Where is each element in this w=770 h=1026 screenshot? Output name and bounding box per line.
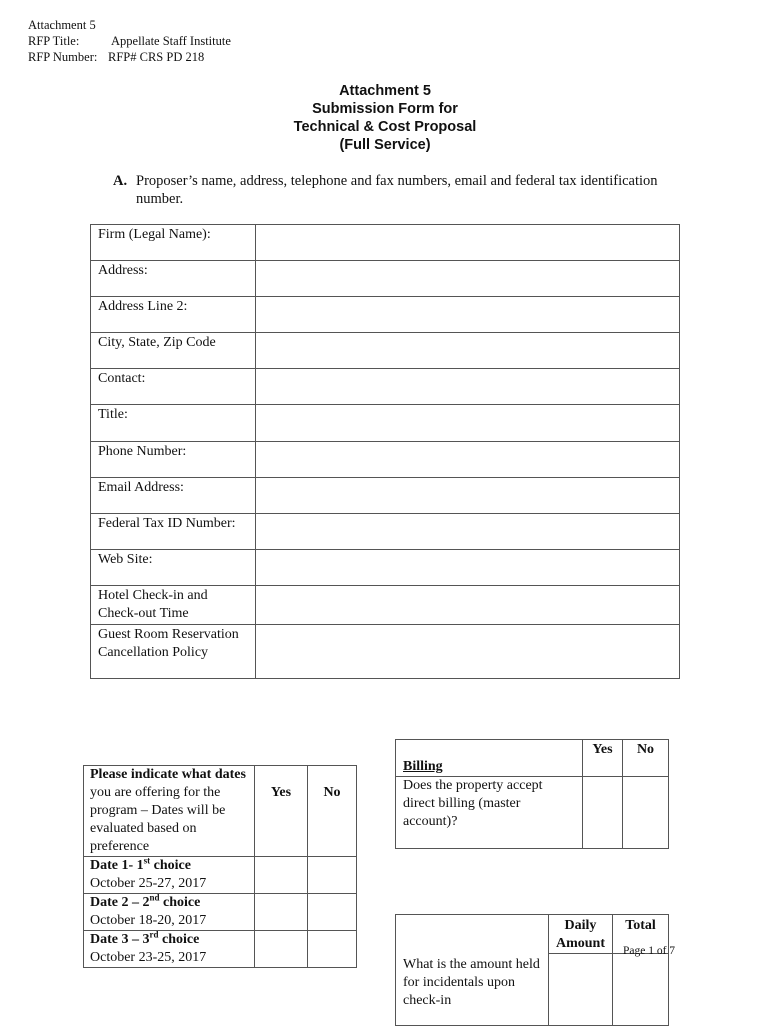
billing-question: Does the property accept direct billing (master account)? <box>396 777 583 849</box>
info-label: Contact: <box>91 369 256 405</box>
billing-no-label: No <box>636 742 655 757</box>
info-value-field[interactable] <box>256 550 680 586</box>
info-label: Address: <box>91 261 256 297</box>
date-choice-label: Date 2 – 2nd choice <box>90 892 201 910</box>
title-line-2: Submission Form for <box>312 101 458 117</box>
rfp-title-value: Appellate Staff Institute <box>111 34 231 48</box>
incidentals-question-row <box>396 954 669 1026</box>
info-value-field[interactable] <box>256 478 680 514</box>
section-a-letter: A. <box>113 173 128 189</box>
date-option-cell <box>84 894 255 931</box>
billing-heading-cell <box>396 740 583 777</box>
info-row <box>91 442 680 478</box>
info-value-field[interactable] <box>256 625 680 679</box>
info-label: Address Line 2: <box>91 297 256 333</box>
billing-heading: Billing <box>403 759 443 774</box>
date-choice-label: Date 1- 1st choice <box>90 855 191 873</box>
dates-no-header <box>308 766 357 857</box>
billing-yes-header <box>583 740 623 777</box>
info-row <box>91 405 680 442</box>
info-value-field[interactable] <box>256 514 680 550</box>
incidentals-daily-header <box>549 915 613 954</box>
rfp-number-label: RFP Number: <box>28 50 98 64</box>
info-value-field[interactable] <box>256 225 680 261</box>
attachment-label: Attachment 5 <box>28 18 96 32</box>
info-label: Hotel Check-in and Check-out Time <box>91 586 256 625</box>
date-row <box>84 894 357 931</box>
info-label: Email Address: <box>91 478 256 514</box>
date-choice-label: Date 3 – 3rd choice <box>90 929 200 947</box>
info-row <box>91 550 680 586</box>
date-row <box>84 857 357 894</box>
dates-yes-label: Yes <box>270 785 292 800</box>
info-row <box>91 478 680 514</box>
info-value-field[interactable] <box>256 333 680 369</box>
incidentals-blank-header <box>396 915 549 954</box>
rfp-number-value: RFP# CRS PD 218 <box>108 50 205 64</box>
section-a-text: Proposer’s name, address, telephone and fax numbers, email and federal tax identification number. <box>136 173 658 207</box>
section-a <box>113 172 693 208</box>
date-no-checkbox[interactable] <box>308 931 357 968</box>
info-label: Firm (Legal Name): <box>91 225 256 261</box>
date-row <box>84 931 357 968</box>
billing-no-checkbox[interactable] <box>623 777 669 849</box>
info-row <box>91 225 680 261</box>
date-range: October 23-25, 2017 <box>90 950 207 965</box>
billing-yes-label: Yes <box>592 742 613 757</box>
proposer-info-table <box>90 224 680 679</box>
incidentals-table <box>395 914 669 1026</box>
dates-question-bold: Please indicate what dates <box>90 767 246 782</box>
info-value-field[interactable] <box>256 297 680 333</box>
dates-table <box>83 765 357 968</box>
info-row <box>91 333 680 369</box>
info-label: Federal Tax ID Number: <box>91 514 256 550</box>
info-value-field[interactable] <box>256 586 680 625</box>
date-no-checkbox[interactable] <box>308 857 357 894</box>
date-option-cell <box>84 931 255 968</box>
incidentals-question: What is the amount held for incidentals upon check-in <box>396 954 549 1026</box>
date-range: October 18-20, 2017 <box>90 913 207 928</box>
date-yes-checkbox[interactable] <box>255 857 308 894</box>
billing-table <box>395 739 669 849</box>
dates-question-cell <box>84 766 255 857</box>
incidentals-total-label: Total <box>625 918 656 933</box>
title-line-4: (Full Service) <box>339 137 431 153</box>
incidentals-daily-field[interactable] <box>549 954 613 1026</box>
date-range: October 25-27, 2017 <box>90 876 207 891</box>
dates-header-row <box>84 766 357 857</box>
title-line-3: Technical & Cost Proposal <box>293 119 477 135</box>
billing-no-header <box>623 740 669 777</box>
incidentals-daily-label: Daily Amount <box>556 918 606 951</box>
date-yes-checkbox[interactable] <box>255 894 308 931</box>
info-row <box>91 625 680 679</box>
info-row <box>91 261 680 297</box>
title-line-1: Attachment 5 <box>339 83 431 99</box>
date-yes-checkbox[interactable] <box>255 931 308 968</box>
info-row <box>91 369 680 405</box>
dates-no-label: No <box>323 785 341 800</box>
info-value-field[interactable] <box>256 261 680 297</box>
info-row <box>91 297 680 333</box>
info-label: Web Site: <box>91 550 256 586</box>
billing-yes-checkbox[interactable] <box>583 777 623 849</box>
billing-header-row <box>396 740 669 777</box>
info-row <box>91 514 680 550</box>
info-value-field[interactable] <box>256 369 680 405</box>
info-value-field[interactable] <box>256 442 680 478</box>
page-number: Page 1 of 7 <box>623 945 676 957</box>
info-row <box>91 586 680 625</box>
dates-question-rest: you are offering for the program – Dates will be evaluated based on preference <box>90 785 226 854</box>
document-header <box>28 17 231 65</box>
incidentals-total-field[interactable] <box>613 954 669 1026</box>
rfp-title-label: RFP Title: <box>28 34 80 48</box>
billing-question-row <box>396 777 669 849</box>
info-value-field[interactable] <box>256 405 680 442</box>
date-option-cell <box>84 857 255 894</box>
date-no-checkbox[interactable] <box>308 894 357 931</box>
page-title <box>0 82 770 154</box>
dates-yes-header <box>255 766 308 857</box>
info-label: Phone Number: <box>91 442 256 478</box>
info-label: City, State, Zip Code <box>91 333 256 369</box>
info-label: Guest Room Reservation Cancellation Policy <box>91 625 256 679</box>
info-label: Title: <box>91 405 256 442</box>
